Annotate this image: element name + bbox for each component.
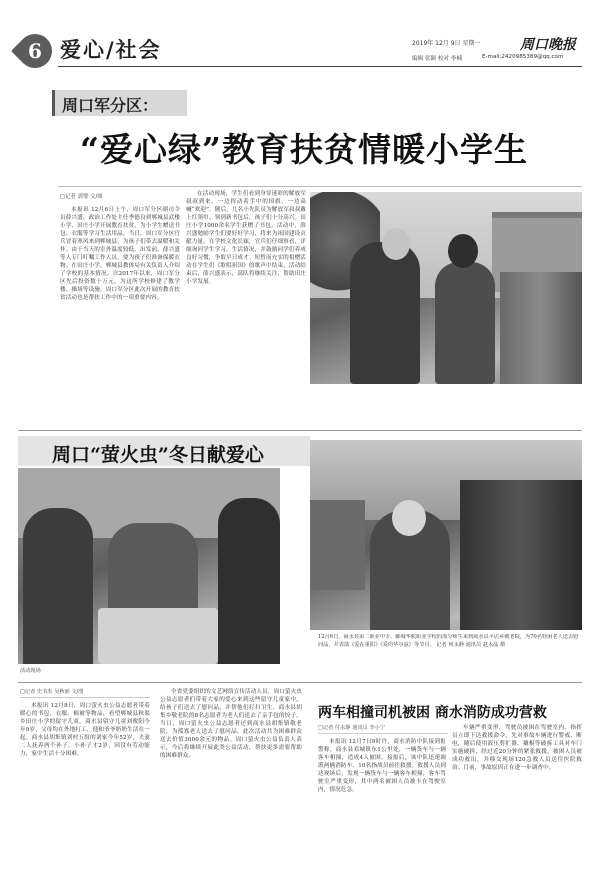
- article3-column-1-text: 本报讯 12月7日9时许，商水消防中队接到报警称，商水县邓城镇东1公里处，一辆货车与一辆客车相撞，造成4人被困。接报后，该中队迅速调派两辆消防车、10名指战员前往救援。救援人员到达现场后，发现一辆货车与一辆客车相撞，客车驾驶室严重变形，其中两名被困人员被卡在驾驶室内，情况危急。: [318, 739, 446, 793]
- article2-column-2: [160, 688, 302, 884]
- article3-column-2-text: 车辆严重变形，驾驶员被困在驾驶室内。指挥员立即下达救援命令，先对事故车辆进行警戒、断电，随后使用液压剪扩器、撬棍等破拆工具对车门实施破拆，经过近20分钟的紧张救援，被困人员被成功救出，并移交现场120急救人员送往医院救治。目前，事故原因正在进一步调查中。: [452, 725, 582, 771]
- article3-byline: □记者 付永静 通讯员 李小宁: [318, 724, 448, 734]
- photo-gifts: [98, 608, 218, 664]
- divider-1: [18, 430, 582, 431]
- editor-line: 编辑 张颖 校对 李楠: [412, 56, 463, 62]
- article1-column-1-text: 本报讯 12月6日上午，周口军分区副司令员薛兴盛、政治工作处主任季德良到郸城县武楼小学、田庄小学开展教育扶贫，为小学生赠送书包、衣服等学习生活用品。当日，周口军分区官兵冒着寒风来到郸城县，为孩子们带去温暖和关怀。由于当天的室外温度较低，出发前，薛兴盛等人专门叮嘱工作人员，要为孩子们准备保暖衣物。在田庄小学，郸城县教体局有关负责人介绍了学校的基本情况。自2017年以来，周口军分区先后投资数十万元，为这所学校修建了教学楼、操场等设施，周口军分区此次开展的教育扶贫活动也是帮扶工作中的一项重要内容。: [60, 207, 180, 301]
- photo-soldier-head: [382, 228, 410, 260]
- article2-photo-left-caption: 活动现场: [20, 668, 41, 674]
- article2-photo-right: [310, 440, 582, 630]
- article2-headline: 周口“萤火虫”冬日献爱心: [52, 444, 264, 466]
- article2-column-1: [20, 702, 150, 884]
- header-rule: [58, 66, 582, 67]
- email: E-mail:2420985389@qq.com: [482, 54, 564, 60]
- article1-column-1: [60, 206, 180, 384]
- photo-seated-left: [310, 500, 365, 590]
- article3-column-1: [318, 738, 446, 884]
- photo-crowd: [500, 272, 582, 384]
- article2-photo-right-caption: 12月6日，商水县第二职业中专、郾城华航职业学校的部分师生来到商水县平店乡敬老院，为70名特困老人送去慰问品，并表演《爱在重阳》《爱的华尔兹》等节目。 记者 何永静 通讯员 赵永晶 摄: [318, 634, 579, 648]
- article1-column-2-text: 在活动现场，学生们看到身穿迷彩的解放军叔叔到来，一边挥动着手中的国旗，一边高喊“欢迎”。随后，几名小先队员为解放军叔叔戴上红领巾。领到新书包后，孩子们十分高兴。田庄小学1000余名学生获赠了书包。活动中，薛兴盛勉励学生们要好好学习，将来为祖国建设贡献力量。在学校文化长廊，官兵们仔细察看，详细询问学生学习、生活情况，并鼓励同学们养成良好习惯，争取早日成才。短暂而充实的捐赠活动在学生们《歌唱祖国》的歌声中结束。活动结束后，薛兴盛表示，部队将继续关注、帮助田庄小学发展。: [186, 191, 306, 285]
- page-number: 6: [28, 39, 42, 63]
- article1-kicker: 周口军分区：: [62, 96, 159, 115]
- photo-student: [435, 262, 495, 384]
- article1-headline: “爱心绿”教育扶贫情暖小学生: [80, 130, 528, 169]
- article2-photo-left: [18, 468, 280, 664]
- article1-top-rule: [58, 186, 582, 187]
- article2-byline: □记者 史书杰 吴秋丽 文/图: [20, 688, 150, 698]
- section-title: 爱心/社会: [60, 37, 162, 62]
- date-line: 2019年 12月 9日 星期一: [412, 40, 481, 47]
- divider-2: [18, 682, 582, 683]
- photo-elder-head: [392, 500, 426, 536]
- article1-column-2: [186, 190, 306, 384]
- article2-column-2-text: 全省党委组织的文艺网络宣传活动人员，周口萤火虫公益志愿者们带着大家的爱心来到这些留守儿童家中，给孩子们送去了慰问品，并帮他们打扫卫生。商水县胡集乡敬老院的8名志愿者为老人们送去了亲手包的饺子。当日，周口萤火虫公益志愿者还到商水县胡集镇敬老院，为孤寡老人送去了慰问品。此次活动共为困难群众送去价值3000余元的物品。周口萤火虫公益负责人表示，今后将继续开展此类公益活动，帮扶更多需要帮助的困难群众。: [160, 689, 302, 759]
- article2-column-1-text: 本报讯 12月8日，周口萤火虫公益志愿者带着暖心的书包、衣服、棉被等物品，看望郸城县秋渠乡田庄小学的留守儿童。商水县留守儿童刘俊阳今年9岁，父母均在外地打工，他和爷爷奶奶生活在一起。商水县胡集镇刘村五组的刘家今年52岁，夫妻二人抚养两个孙子，小孙子才2岁，因没有劳动能力，家中生活十分困难。: [20, 703, 150, 757]
- article1-photo: [310, 192, 582, 384]
- article3-column-2: [452, 724, 582, 884]
- paper-name: 周口晚报: [520, 37, 576, 53]
- article1-byline: □记者 郭璧 文/图: [60, 194, 103, 200]
- photo-people-right: [218, 498, 280, 664]
- photo-students-row: [460, 480, 582, 630]
- article3-headline: 两车相撞司机被困 商水消防成功营救: [318, 705, 547, 721]
- photo-people-left: [23, 508, 93, 664]
- photo-soldier: [350, 242, 420, 384]
- photo-student-head: [448, 234, 478, 268]
